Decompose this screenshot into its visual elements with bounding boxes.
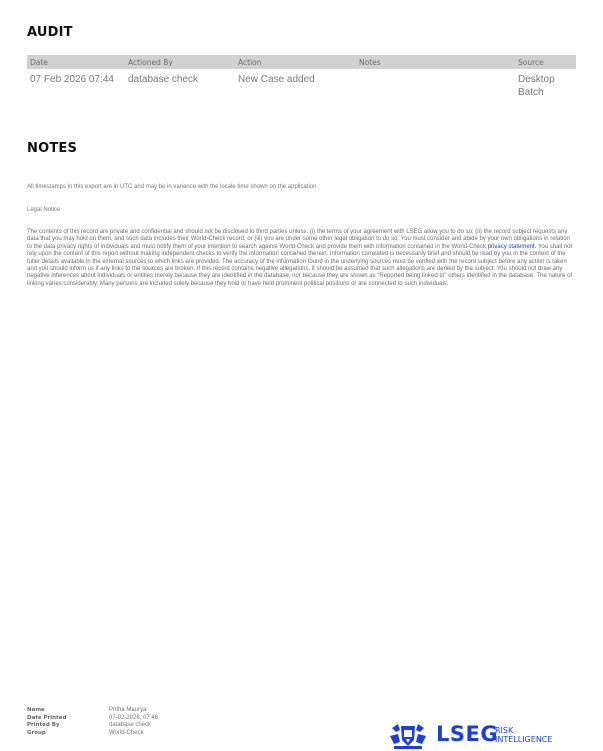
footer-labels — [27, 707, 66, 737]
cell-action: New Case added — [238, 74, 315, 85]
audit-section-title: AUDIT — [27, 25, 73, 40]
brand-name: LSEG — [436, 722, 499, 746]
cell-actioned-by: database check — [128, 74, 199, 85]
footer-values — [109, 707, 158, 737]
notes-section-title: NOTES — [27, 141, 78, 156]
brand-tagline — [495, 726, 552, 744]
cell-source: Desktop Batch — [518, 74, 555, 98]
footer-label-name: Name — [27, 707, 45, 713]
column-header-notes: Notes — [359, 58, 381, 67]
column-header-actioned-by: Actioned By — [128, 58, 173, 67]
column-header-action: Action — [238, 58, 262, 67]
audit-table-header — [27, 55, 576, 69]
footer-label-date-printed: Date Printed — [27, 714, 67, 721]
footer-label-printed-by: Printed By — [27, 722, 60, 728]
legal-text-part-2: . You shall not rely upon the content of this report without making independent checks to verify the information contained therein. Information correlated is necessarily brief and should be read by you in the context of the fuller details available in the external sources to which links are provided. The accuracy of the information found in the underlying sources must be verified with the record subject before any action is taken and you should inform us if any links to the sources are broken. If this record contains negative allegations, it should be assumed that such allegations are denied by the subject. You should not draw any negative inferences about individuals or entities merely because they are identified in the database, nor because they are shown as "Reported being linked to" others identified in the database. The nature of linking varies considerably. Many persons are included solely because they hold or have held prominent political positions or are connected to such individuals. — [27, 243, 573, 287]
legal-notice-heading: Legal Notice — [27, 207, 61, 213]
footer-value-date-printed: 07-02-2026, 07:46 — [109, 714, 159, 721]
brand-tagline-line2: INTELLIGENCE — [495, 735, 553, 744]
lseg-logo — [388, 722, 563, 750]
footer-label-group: Group — [27, 729, 46, 736]
footer-value-group: World-Check — [109, 729, 144, 736]
column-header-source: Source — [518, 58, 544, 67]
timestamp-note: All timestamps in this export are in UTC and may be in variance with the locale time shown on the application — [27, 184, 317, 190]
footer-value-printed-by: database check — [109, 722, 152, 728]
privacy-statement-link[interactable]: privacy statement — [487, 243, 535, 250]
column-header-date: Date — [30, 58, 48, 67]
legal-text-part-1: The contents of this record are private and confidential and should not be disclosed to third parties unless: (i) the terms of your agreement with LSEG allow you to do so; (ii) the record subject requests any data that you may hold on them, and such data includes their World-Check record; or (iii) you are under some other legal obligation to do so. You must consider and abide by your own obligations in relation to the data privacy rights of individuals and must notify them of your intention to search against World-Check and provide them with information contained in the World-Check — [27, 229, 570, 250]
legal-notice-text — [27, 229, 575, 288]
crest-icon — [388, 722, 428, 750]
brand-tagline-line1: RISK — [495, 726, 514, 735]
cell-date: 07 Feb 2026 07:44 — [30, 74, 114, 85]
footer-value-name: Pritha Maurya — [109, 707, 147, 713]
